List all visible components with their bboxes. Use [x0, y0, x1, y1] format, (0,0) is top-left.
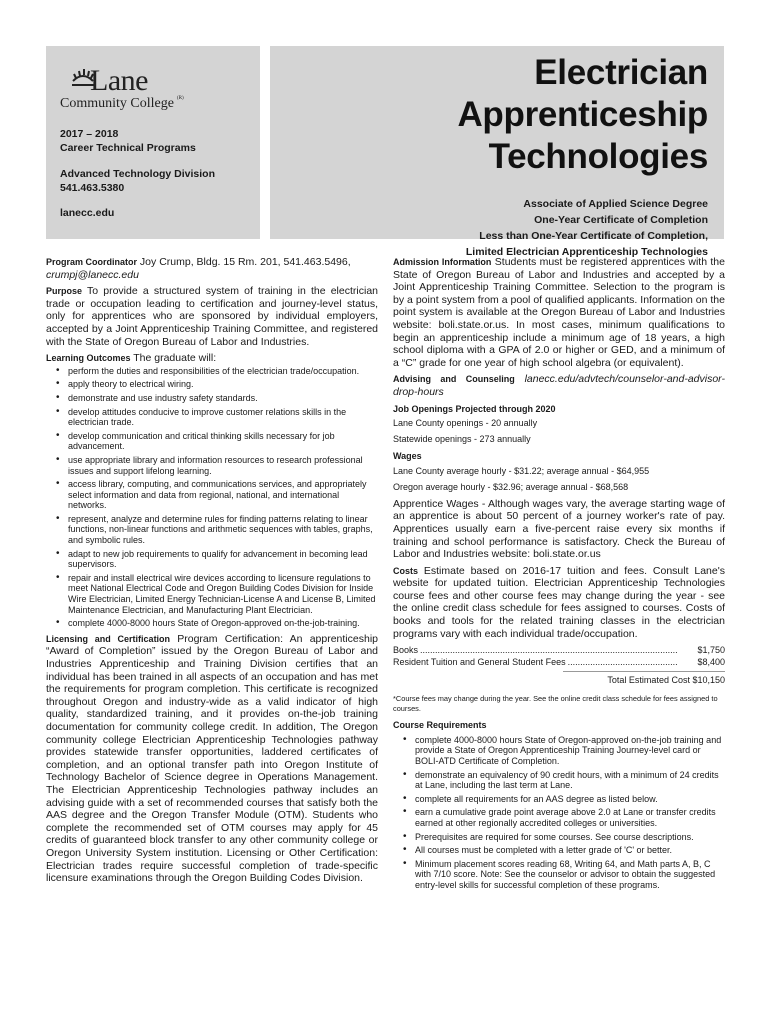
advising-section	[393, 373, 725, 398]
cost-amount: $8,400	[697, 657, 725, 668]
college-website-link[interactable]: lanecc.edu	[60, 207, 115, 219]
outcomes-section: Learning Outcomes The graduate will: • perform the duties and responsibilities of the electrician trade/occupation. • apply theory to electrical wiring. • demonstrate and use industry safety standards. • develop attitudes conducive to improve customer relations skills in the electrician trade. • develop communication and critical thinking skills necessary for job advancement. • use appropriate library and information resources to research professional issues and support lifelong learning. • access library, computing, and communications services, and appropriately select information and data from regional, national, and international networks. • represent, analyze and determine rules for finding patterns relating to linear functions, non-linear functions and arithmetic sequences with tables, graphs, and symbolic rules. • adapt to new job requirements to qualify for advancement in becoming lead supervisors. • repair and install electrical wire devices according to licensure regulations to meet National Electrical Code and Oregon Building Codes Division for Inside Wire Electrician, Limited Energy Technician-License A and License B, Limited Maintenance Electrician, and Manufacturing Plant Electrician. • complete 4000-8000 hours State of Oregon-approved on-the-job-training.	[46, 352, 378, 629]
list-item: • demonstrate an equivalency of 90 credit hours, with a minimum of 24 credits at Lane, including the last term at Lane.	[393, 770, 725, 791]
degree-list	[270, 196, 708, 260]
jobs-lane: Lane County openings - 20 annually	[393, 418, 538, 429]
licensing-section: Licensing and Certification Program Certification: An apprenticeship “Award of Completion” issued by the Oregon Bureau of Labor and Industries Apprenticeship and Training Division certifies that an individual has been trained in all aspects of an occupation and has met the requirements for program completion. This certificate is recognized throughout Oregon and industry-wide as a valid indicator of high quality, standardized training, and it provides on-the-job training documentation for community college credit. In addition, The Oregon community college Electrician Apprenticeship Technologies pathway provides statewide transfer opportunities, laddered certificates of completion, and an optional transfer path into Oregon Institute of Technology Bachelor of Science degree in Operations Management. The Electrician Apprenticeship Technologies pathway includes an advising guide with a set of recommended courses that satisfy both the AAS degree and the Oregon Transfer Module (OTM). Students who complete the recommended set of OTM courses may apply for 45 credits of guaranteed block transfer to any other community college or Oregon University System institution. Licensing or Other Certification: Electrician trades require successful completion of trade-specific licensure examinations through the Oregon Building Codes Division.	[46, 632, 378, 885]
coordinator-label: Program Coordinator	[46, 257, 138, 267]
list-item: • apply theory to electrical wiring.	[46, 379, 378, 390]
requirements-heading: Course Requirements	[393, 720, 487, 731]
list-item: • use appropriate library and information resources to research professional issues and support lifelong learning.	[46, 455, 378, 476]
purpose-section: Purpose To provide a structured system of training in the electrician trade or occupation leading to certification and journey-level status, only for apprentices who are sponsored by individual employers, accepted by a Joint Apprenticeship Training Committee, and registered with the State of Oregon Bureau of Labor and Industries.	[46, 285, 378, 348]
cost-name: Books	[393, 645, 419, 656]
division-phone: 541.463.5380	[60, 182, 125, 194]
degree-item: Associate of Applied Science Degree	[523, 198, 708, 210]
jobs-statewide: Statewide openings - 273 annually	[393, 434, 531, 445]
list-item: • develop attitudes conducive to improve customer relations skills in the electrician trade.	[46, 407, 378, 428]
licensing-label: Licensing and Certification	[46, 633, 171, 644]
table-row	[393, 656, 725, 668]
degree-item: Less than One-Year Certificate of Completion,	[479, 230, 708, 242]
degree-item: One-Year Certificate of Completion	[534, 214, 708, 226]
advising-label: Advising and Counseling	[393, 374, 515, 385]
admission-section: Admission Information Students must be registered apprentices with the State of Oregon Bureau of Labor and Industries and accepted by a Joint Apprenticeship Training Committee. Selection to the program is by a point system from a pool of qualified applicants. Information on the point system is available at the Oregon Bureau of Labor and Industries website: boli.state.or.us. In most cases, minimum qualifications to begin an apprenticeship include a minimum age of 18 years, a high school diploma with a GPA of 2.0 or higher or GED, and a minimum of a “C” grade for one year of high school algebra (or equivalent).	[393, 256, 725, 369]
page-title-line-1: Electrician	[534, 53, 708, 92]
costs-section: Costs Estimate based on 2016-17 tuition and fees. Consult Lane's website for updated tuition. Electrician Apprenticeship Technologies course fees and other course fees may change during the year - see the online credit class schedule for fees assigned to courses. Costs of books and tools for the related training classes in the electrician programs vary with each individual trade/occupation.	[393, 564, 725, 640]
cost-table	[393, 644, 725, 686]
advising-link[interactable]: lanecc.edu/advtech/counselor-and-advisor-drop-hours	[393, 373, 725, 398]
fee-note: *Course fees may change during the year. See the online credit class schedule for fees assigned to courses.	[393, 694, 718, 713]
division-name: Advanced Technology Division	[60, 168, 215, 180]
header-info-panel	[46, 46, 260, 239]
list-item: • complete 4000-8000 hours State of Oregon-approved on-the-job training and provide a State of Oregon Apprenticeship Training Journey-level card or BOLI-ATD Certificate of Completion.	[393, 735, 725, 767]
costs-label: Costs	[393, 565, 419, 576]
list-item: • Prerequisites are required for some courses. See course descriptions.	[393, 832, 725, 843]
left-column	[46, 256, 378, 889]
list-item: • earn a cumulative grade point average above 2.0 at Lane or transfer credits earned at other regionally accredited colleges or universities.	[393, 807, 725, 828]
wages-heading: Wages	[393, 451, 422, 462]
list-item: • complete all requirements for an AAS degree as listed below.	[393, 794, 725, 805]
purpose-label: Purpose	[46, 286, 83, 297]
list-item: • adapt to new job requirements to qualify for advancement in becoming lead supervisors.	[46, 549, 378, 570]
outcomes-label: Learning Outcomes	[46, 353, 131, 364]
list-item: • Minimum placement scores reading 68, Writing 64, and Math parts A, B, C with 7/10 score. Note: See the counselor or advisor to obtain the suggested entry-level skills for successful completion of these programs.	[393, 859, 725, 891]
page-title-line-3: Technologies	[488, 137, 708, 176]
catalog-year: 2017 – 2018	[60, 128, 119, 140]
list-item: • complete 4000-8000 hours State of Oregon-approved on-the-job-training.	[46, 618, 378, 629]
list-item: • access library, computing, and communications services, and appropriately select information and data from regional, national, and international networks.	[46, 479, 378, 511]
admission-label: Admission Information	[393, 257, 492, 267]
list-item: • represent, analyze and determine rules for finding patterns relating to linear functions, non-linear functions and arithmetic sequences with tables, graphs, and symbolic rules.	[46, 514, 378, 546]
page-title-line-2: Apprenticeship	[457, 95, 708, 134]
logo-subtitle: Community College $^{(R)}$	[60, 96, 184, 111]
requirements-list	[393, 735, 725, 891]
list-item: • demonstrate and use industry safety standards.	[46, 393, 378, 404]
coordinator-email-link[interactable]: crumpj@lanecc.edu	[46, 268, 139, 281]
list-item: • develop communication and critical thinking skills necessary for job advancement.	[46, 431, 378, 452]
outcomes-list	[46, 366, 378, 629]
jobs-heading: Job Openings Projected through 2020	[393, 403, 556, 414]
title-panel	[270, 46, 724, 258]
apprentice-wages: Apprentice Wages - Although wages vary, the average starting wage of an apprentice is about 50 percent of a journey worker's rate of pay. Apprentices usually earn a five-percent raise every six months if training and school performance is satisfactory. Check the Bureau of Labor and Industries website: boli.state.or.us	[393, 497, 725, 561]
wages-oregon: Oregon average hourly - $32.96; average annual - $68,568	[393, 481, 629, 492]
list-item: • perform the duties and responsibilities of the electrician trade/occupation.	[46, 366, 378, 377]
table-row	[393, 644, 725, 656]
degree-item: Limited Electrician Apprenticeship Technologies	[465, 246, 708, 258]
program-coordinator: Program Coordinator Joy Crump, Bldg. 15 Rm. 201, 541.463.5496, crumpj@lanecc.edu	[46, 256, 351, 281]
right-column	[393, 256, 725, 895]
program-type: Career Technical Programs	[60, 142, 196, 154]
cost-total: Total Estimated Cost $10,150	[563, 671, 725, 686]
list-item: • All courses must be completed with a letter grade of 'C' or better.	[393, 845, 725, 856]
logo-wordmark: Lane	[90, 64, 148, 97]
list-item: • repair and install electrical wire devices according to licensure regulations to meet National Electrical Code and Oregon Building Codes Division for Inside Wire Electrician, Limited Energy Technician-License A and License B, Limited Maintenance Electrician, and Manufacturing Plant Electrician.	[46, 573, 378, 615]
cost-name: Resident Tuition and General Student Fees	[393, 657, 566, 668]
wages-lane: Lane County average hourly - $31.22; average annual - $64,955	[393, 465, 650, 476]
college-logo	[60, 64, 246, 126]
cost-amount: $1,750	[697, 645, 725, 656]
